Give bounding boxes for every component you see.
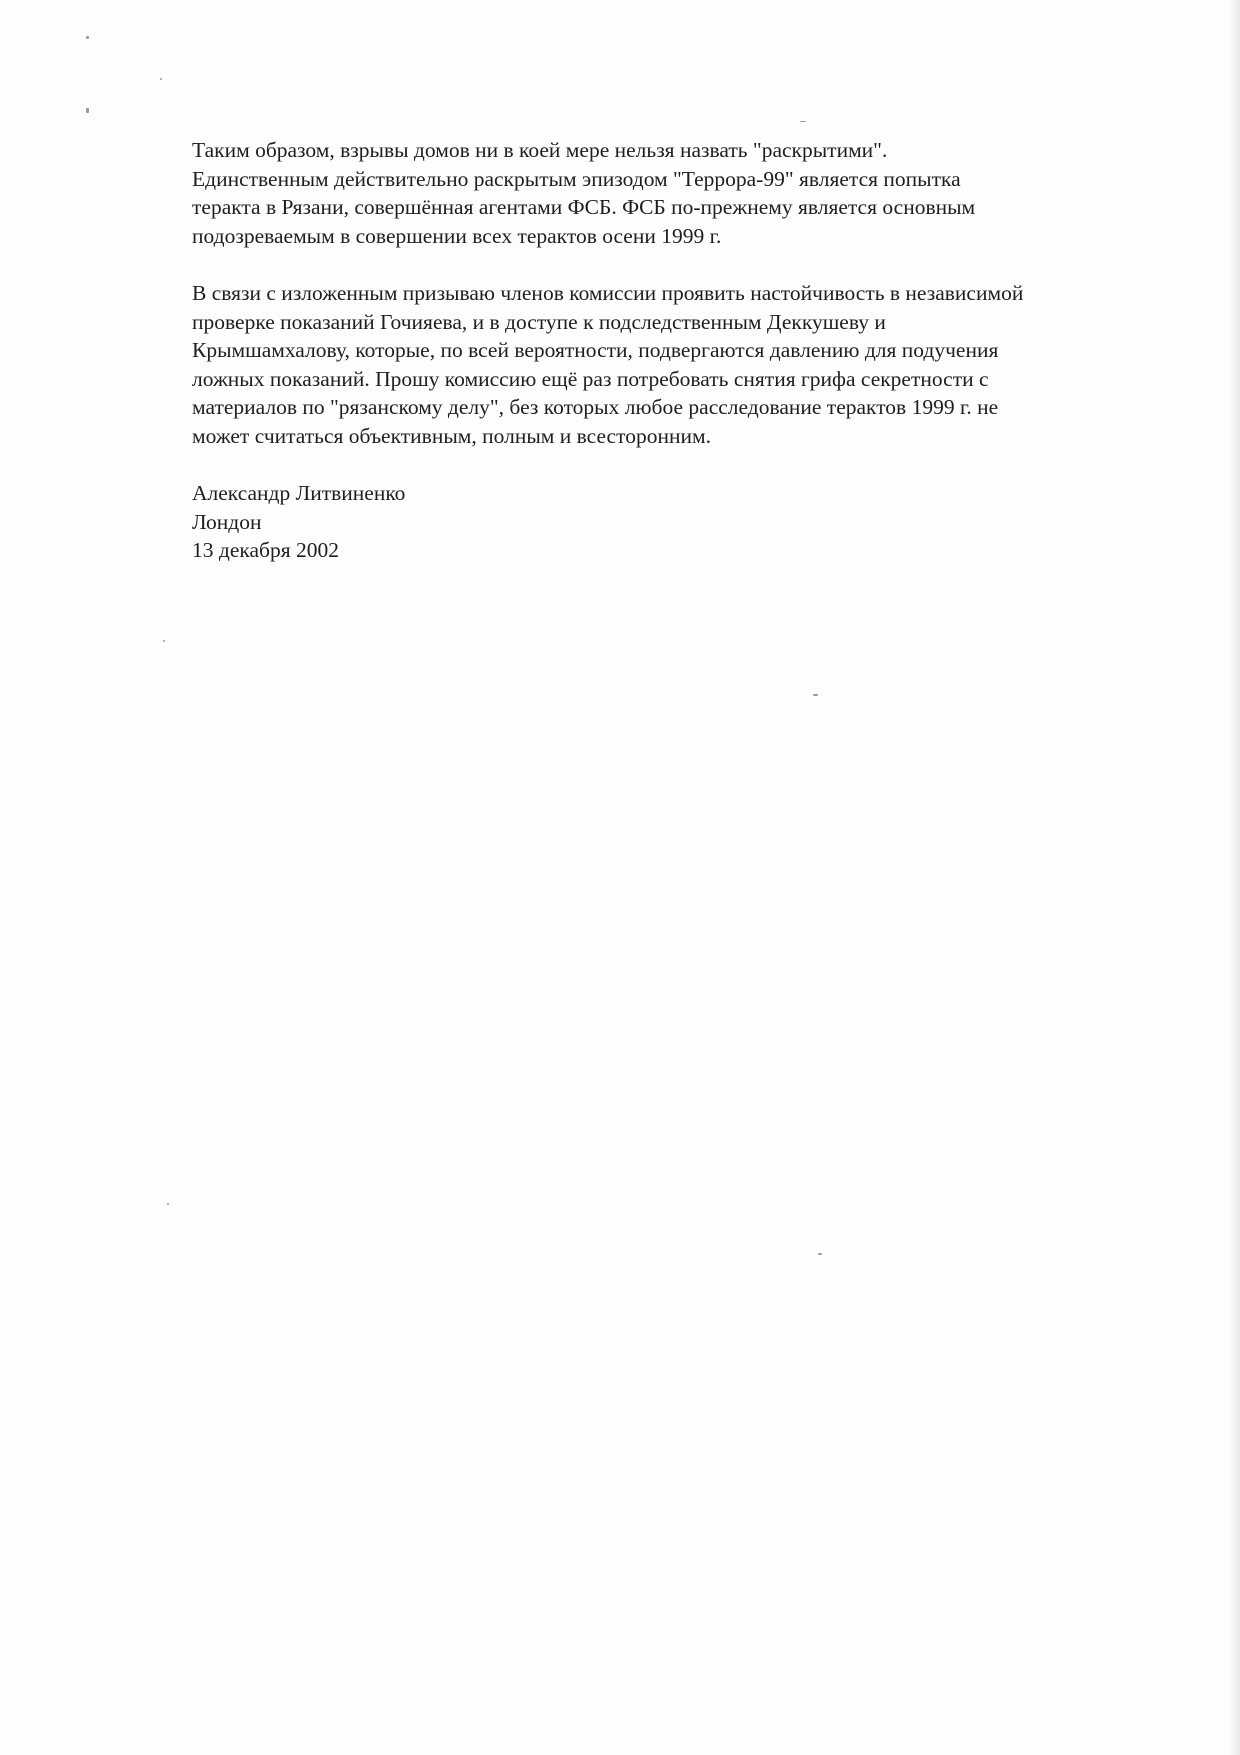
scan-speck	[86, 108, 89, 113]
text-line: ложных показаний. Прошу комиссию ещё раз потребовать снятия грифа секретности с	[192, 366, 989, 391]
text-line: подозреваемым в совершении всех терактов осени 1999 г.	[192, 223, 722, 248]
letter-body	[192, 136, 1162, 565]
text-line: материалов по "рязанскому делу", без которых любое расследование терактов 1999 г. не	[192, 395, 999, 420]
signature-city: Лондон	[192, 509, 262, 534]
page-edge-shadow	[1230, 0, 1240, 1755]
signature-block	[192, 479, 1162, 565]
scan-speck	[86, 36, 89, 39]
text-line: Единственным действительно раскрытым эпизодом "Террора-99" является попытка	[192, 166, 961, 191]
paragraph-appeal	[192, 279, 1162, 451]
signature-date: 13 декабря 2002	[192, 538, 339, 563]
text-line: Таким образом, взрывы домов ни в коей мере нельзя назвать "раскрытими".	[192, 138, 888, 162]
scan-speck	[163, 640, 165, 642]
scan-speck	[813, 694, 818, 696]
text-line: В связи с изложенным призываю членов комиссии проявить настойчивость в независимой	[192, 280, 1024, 305]
scan-speck	[160, 78, 162, 80]
text-line: Крымшамхалову, которые, по всей вероятности, подвергаются давлению для подучения	[192, 338, 999, 363]
scan-speck	[800, 121, 806, 122]
scan-speck	[167, 1203, 169, 1205]
signature-name: Александр Литвиненко	[192, 481, 406, 506]
paragraph-conclusion	[192, 136, 1162, 250]
text-line: проверке показаний Гочияева, и в доступе к подследственным Деккушеву и	[192, 309, 886, 334]
text-line: может считаться объективным, полным и всесторонним.	[192, 423, 711, 448]
text-line: теракта в Рязани, совершённая агентами ФСБ. ФСБ по-прежнему является основным	[192, 195, 976, 220]
scan-speck	[818, 1253, 822, 1255]
